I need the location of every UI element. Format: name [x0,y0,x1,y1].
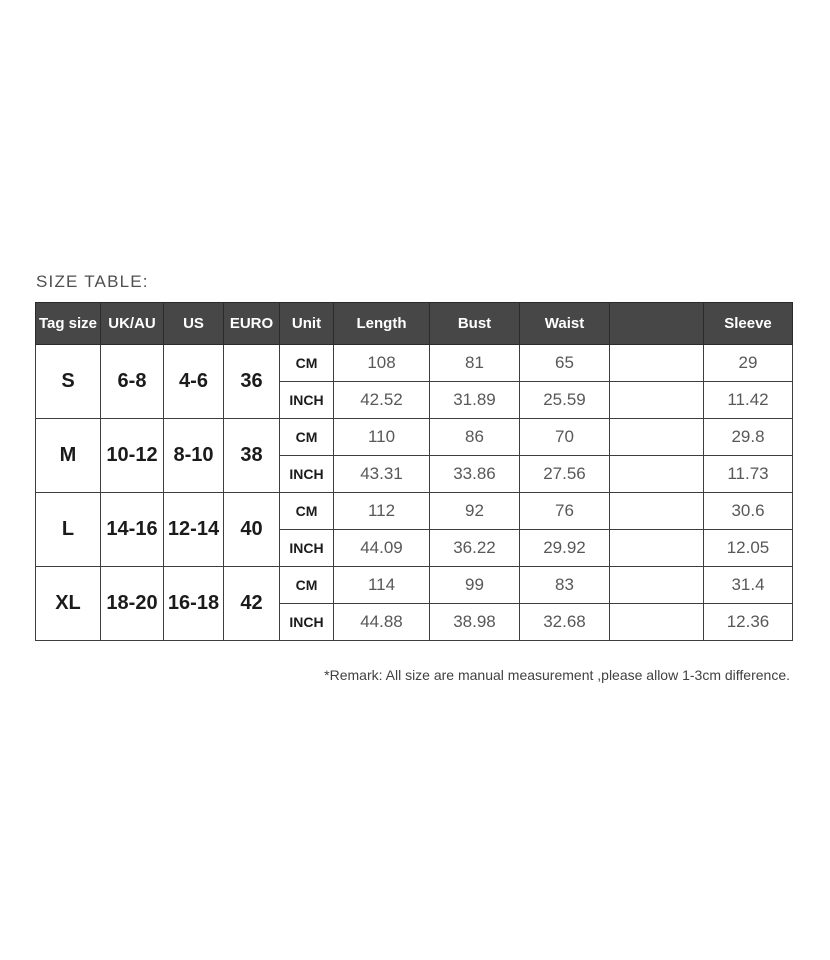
unit-cell: INCH [280,382,334,419]
table-row-s-cm [36,345,793,382]
header-unit: Unit [280,303,334,345]
unit-cell: CM [280,345,334,382]
waist-cell: 76 [520,493,610,530]
header-waist: Waist [520,303,610,345]
header-spare [610,303,704,345]
table-row-xl-cm [36,567,793,604]
uk-au-xl: 18-20 [101,567,164,641]
uk-au-s: 6-8 [101,345,164,419]
waist-cell: 65 [520,345,610,382]
header-bust: Bust [430,303,520,345]
size-table-title: SIZE TABLE: [36,272,149,291]
header-us: US [164,303,224,345]
sleeve-cell: 29 [704,345,793,382]
tag-size-s: S [36,345,101,419]
spare-cell [610,419,704,456]
waist-cell: 70 [520,419,610,456]
header-uk-au: UK/AU [101,303,164,345]
unit-cell: INCH [280,530,334,567]
sleeve-cell: 12.36 [704,604,793,641]
sleeve-cell: 11.73 [704,456,793,493]
length-cell: 112 [334,493,430,530]
table-row-m-cm [36,419,793,456]
length-cell: 43.31 [334,456,430,493]
length-cell: 108 [334,345,430,382]
spare-cell [610,345,704,382]
bust-cell: 92 [430,493,520,530]
spare-cell [610,530,704,567]
length-cell: 44.88 [334,604,430,641]
length-cell: 44.09 [334,530,430,567]
tag-size-xl: XL [36,567,101,641]
header-sleeve: Sleeve [704,303,793,345]
bust-cell: 36.22 [430,530,520,567]
us-s: 4-6 [164,345,224,419]
bust-cell: 38.98 [430,604,520,641]
waist-cell: 25.59 [520,382,610,419]
length-cell: 110 [334,419,430,456]
waist-cell: 27.56 [520,456,610,493]
uk-au-l: 14-16 [101,493,164,567]
spare-cell [610,456,704,493]
unit-cell: CM [280,493,334,530]
header-length: Length [334,303,430,345]
table-row-l-cm [36,493,793,530]
remark-note: *Remark: All size are manual measurement ,please allow 1-3cm difference. [324,667,790,683]
euro-m: 38 [224,419,280,493]
euro-xl: 42 [224,567,280,641]
length-cell: 42.52 [334,382,430,419]
sleeve-cell: 29.8 [704,419,793,456]
us-xl: 16-18 [164,567,224,641]
bust-cell: 86 [430,419,520,456]
sleeve-cell: 31.4 [704,567,793,604]
euro-l: 40 [224,493,280,567]
header-tag-size: Tag size [36,303,101,345]
bust-cell: 31.89 [430,382,520,419]
uk-au-m: 10-12 [101,419,164,493]
tag-size-l: L [36,493,101,567]
length-cell: 114 [334,567,430,604]
unit-cell: CM [280,567,334,604]
bust-cell: 99 [430,567,520,604]
tag-size-m: M [36,419,101,493]
sleeve-cell: 12.05 [704,530,793,567]
spare-cell [610,604,704,641]
waist-cell: 83 [520,567,610,604]
bust-cell: 81 [430,345,520,382]
us-l: 12-14 [164,493,224,567]
unit-cell: INCH [280,604,334,641]
waist-cell: 29.92 [520,530,610,567]
waist-cell: 32.68 [520,604,610,641]
us-m: 8-10 [164,419,224,493]
euro-s: 36 [224,345,280,419]
sleeve-cell: 11.42 [704,382,793,419]
header-euro: EURO [224,303,280,345]
sleeve-cell: 30.6 [704,493,793,530]
bust-cell: 33.86 [430,456,520,493]
size-table [35,302,793,641]
spare-cell [610,493,704,530]
spare-cell [610,382,704,419]
spare-cell [610,567,704,604]
header-row [36,303,793,345]
unit-cell: INCH [280,456,334,493]
unit-cell: CM [280,419,334,456]
